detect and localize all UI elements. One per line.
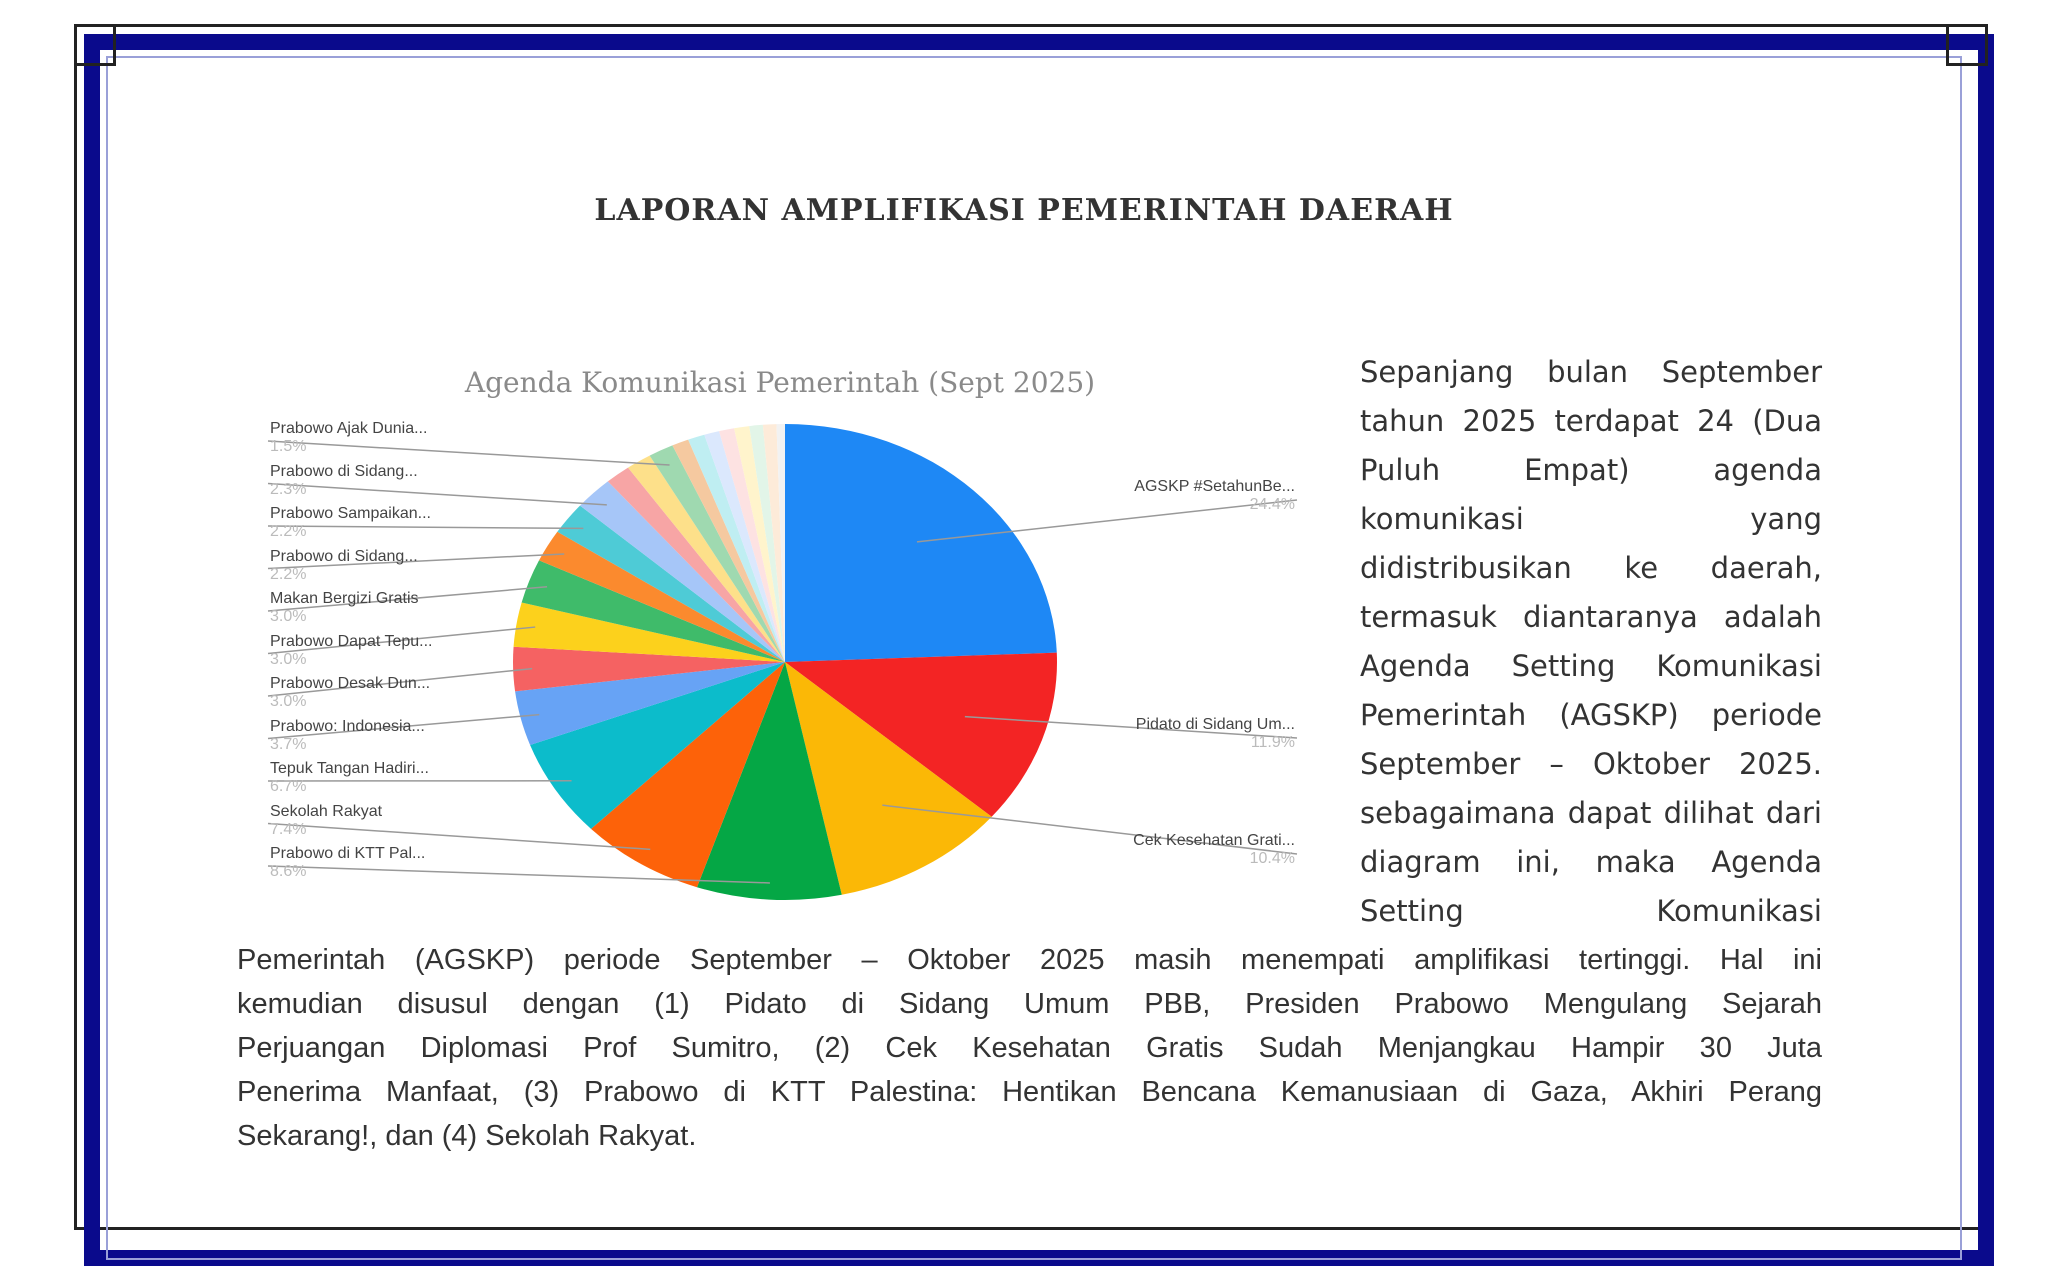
slice-label bbox=[270, 590, 419, 626]
slice-label bbox=[270, 760, 429, 796]
slice-label bbox=[270, 675, 430, 711]
slice-label bbox=[270, 548, 418, 584]
slice-label-name: Prabowo Ajak Dunia... bbox=[270, 420, 427, 437]
document-title: LAPORAN AMPLIFIKASI PEMERINTAH DAERAH bbox=[0, 193, 2048, 228]
slice-label bbox=[270, 718, 425, 754]
slice-label-percent: 24.4% bbox=[1065, 496, 1295, 514]
slice-label-percent: 2.2% bbox=[270, 523, 431, 541]
slice-label bbox=[270, 845, 425, 881]
side-paragraph-line: Puluh Empat) agenda bbox=[1360, 446, 1822, 495]
slice-label-percent: 3.0% bbox=[270, 651, 432, 669]
slice-label-name: Cek Kesehatan Grati... bbox=[1133, 832, 1295, 849]
slice-label-percent: 7.4% bbox=[270, 821, 382, 839]
slice-label-percent: 2.2% bbox=[270, 566, 418, 584]
slice-label-name: Tepuk Tangan Hadiri... bbox=[270, 760, 429, 777]
slice-label-percent: 3.0% bbox=[270, 693, 430, 711]
side-paragraph-line: Agenda Setting Komunikasi bbox=[1360, 642, 1822, 691]
slice-label-name: Prabowo di Sidang... bbox=[270, 548, 418, 565]
pie-slice bbox=[785, 424, 1057, 662]
side-paragraph-line: diagram ini, maka Agenda bbox=[1360, 838, 1822, 887]
body-paragraph bbox=[237, 938, 1822, 1158]
slice-label-percent: 3.7% bbox=[270, 736, 425, 754]
slice-label-name: Prabowo: Indonesia... bbox=[270, 718, 425, 735]
slice-label bbox=[270, 633, 432, 669]
body-paragraph-line: Sekarang!, dan (4) Sekolah Rakyat. bbox=[237, 1114, 1822, 1158]
slice-label-name: AGSKP #SetahunBe... bbox=[1134, 478, 1295, 495]
slice-label-name: Makan Bergizi Gratis bbox=[270, 590, 419, 607]
slice-label-percent: 6.7% bbox=[270, 778, 429, 796]
body-paragraph-line: Perjuangan Diplomasi Prof Sumitro, (2) Cek Kesehatan Gratis Sudah Menjangkau Hampir 30 Juta bbox=[237, 1026, 1822, 1070]
slice-label-name: Prabowo Sampaikan... bbox=[270, 505, 431, 522]
body-paragraph-line: Penerima Manfaat, (3) Prabowo di KTT Palestina: Hentikan Bencana Kemanusiaan di Gaza, Akhiri Perang bbox=[237, 1070, 1822, 1114]
slice-label bbox=[1065, 716, 1295, 752]
side-paragraph-line: September – Oktober 2025. bbox=[1360, 740, 1822, 789]
slice-label-percent: 2.3% bbox=[270, 481, 418, 499]
slice-label-percent: 3.0% bbox=[270, 608, 419, 626]
slice-label-name: Prabowo di KTT Pal... bbox=[270, 845, 425, 862]
side-paragraph-line: didistribusikan ke daerah, bbox=[1360, 544, 1822, 593]
slice-label bbox=[270, 420, 427, 456]
slice-label-name: Prabowo Dapat Tepu... bbox=[270, 633, 432, 650]
slice-label-name: Prabowo di Sidang... bbox=[270, 463, 418, 480]
slice-label bbox=[1065, 832, 1295, 868]
side-paragraph-line: Pemerintah (AGSKP) periode bbox=[1360, 691, 1822, 740]
side-paragraph-line: komunikasi yang bbox=[1360, 495, 1822, 544]
slice-label bbox=[270, 463, 418, 499]
side-paragraph-line: sebagaimana dapat dilihat dari bbox=[1360, 789, 1822, 838]
side-paragraph-line: termasuk diantaranya adalah bbox=[1360, 593, 1822, 642]
slice-label-percent: 1.5% bbox=[270, 438, 427, 456]
slice-label-name: Sekolah Rakyat bbox=[270, 803, 382, 820]
slice-label-percent: 8.6% bbox=[270, 863, 425, 881]
chart-title: Agenda Komunikasi Pemerintah (Sept 2025) bbox=[380, 366, 1180, 399]
slice-label bbox=[1065, 478, 1295, 514]
slice-label bbox=[270, 505, 431, 541]
side-paragraph-line: tahun 2025 terdapat 24 (Dua bbox=[1360, 397, 1822, 446]
slice-label-name: Prabowo Desak Dun... bbox=[270, 675, 430, 692]
slice-label bbox=[270, 803, 382, 839]
side-paragraph bbox=[1360, 348, 1822, 936]
slice-label-percent: 11.9% bbox=[1065, 734, 1295, 752]
side-paragraph-line: Sepanjang bulan September bbox=[1360, 348, 1822, 397]
side-paragraph-line: Setting Komunikasi bbox=[1360, 887, 1822, 936]
slice-label-name: Pidato di Sidang Um... bbox=[1136, 716, 1295, 733]
body-paragraph-line: kemudian disusul dengan (1) Pidato di Sidang Umum PBB, Presiden Prabowo Mengulang Sejarah bbox=[237, 982, 1822, 1026]
slice-label-percent: 10.4% bbox=[1065, 850, 1295, 868]
body-paragraph-line: Pemerintah (AGSKP) periode September – Oktober 2025 masih menempati amplifikasi tertinggi. Hal ini bbox=[237, 938, 1822, 982]
